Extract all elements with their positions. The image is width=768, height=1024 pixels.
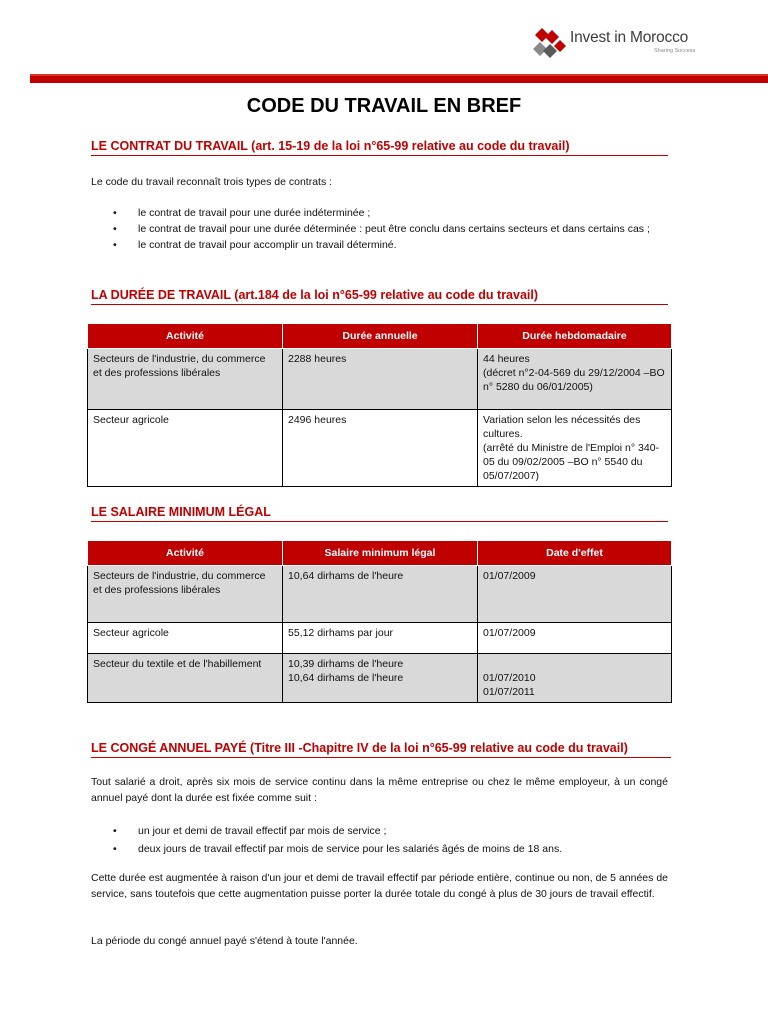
- conge-paragraph-3: La période du congé annuel payé s'étend à toute l'année.: [91, 935, 358, 947]
- conge-intro: Tout salarié a droit, après six mois de service continu dans la même entreprise ou chez le même employeur, à un congé annuel payé dont la durée est fixée comme suit :: [91, 776, 668, 804]
- logo-tagline: Sharing Success: [654, 48, 696, 54]
- list-item: • le contrat de travail pour accomplir un travail déterminé.: [113, 239, 397, 251]
- table-header-row: [88, 541, 672, 566]
- table-cell: 2288 heures: [283, 349, 478, 410]
- bullet-icon: •: [113, 207, 117, 219]
- table-row: [88, 410, 672, 487]
- invest-in-morocco-logo: [532, 24, 722, 62]
- conge-paragraph-2: Cette durée est augmentée à raison d'un jour et demi de travail effectif par période entière, continue ou non, de 5 années de service, sans toutefois que cette augmentation puisse porter la durée totale du congé à plus de 30 jours de travail effectif.: [91, 872, 668, 900]
- document-title: CODE DU TRAVAIL EN BREF: [246, 95, 522, 117]
- bullet-icon: •: [113, 843, 117, 855]
- table-row: [88, 566, 672, 623]
- table-cell: Variation selon les nécessités des cultures. (arrêté du Ministre de l'Emploi n° 340-05 du 09/02/2005 –BO n° 5540 du 05/07/2007): [478, 410, 672, 487]
- table-cell: Secteur agricole: [88, 410, 283, 487]
- section-heading-contrat: LE CONTRAT DU TRAVAIL (art. 15-19 de la loi n°65-99 relative au code du travail): [91, 139, 668, 156]
- table-cell: 55,12 dirhams par jour: [283, 623, 478, 654]
- table-row: [88, 349, 672, 410]
- column-header: Activité: [88, 541, 283, 566]
- column-header: Durée annuelle: [283, 324, 478, 349]
- salaire-table: [87, 540, 672, 703]
- section-heading-duree: LA DURÉE DE TRAVAIL (art.184 de la loi n°65-99 relative au code du travail): [91, 288, 668, 305]
- bullet-icon: •: [113, 239, 117, 251]
- bullet-icon: •: [113, 223, 117, 235]
- table-cell: Secteurs de l'industrie, du commerce et des professions libérales: [88, 566, 283, 623]
- column-header: Salaire minimum légal: [283, 541, 478, 566]
- bullet-icon: •: [113, 825, 117, 837]
- header-divider: [30, 74, 768, 83]
- contrat-intro: Le code du travail reconnaît trois types de contrats :: [91, 176, 333, 188]
- table-cell: 01/07/2010 01/07/2011: [478, 654, 672, 703]
- table-header-row: [88, 324, 672, 349]
- section-heading-salaire: LE SALAIRE MINIMUM LÉGAL: [91, 505, 668, 522]
- table-cell: Secteur agricole: [88, 623, 283, 654]
- table-cell: 2496 heures: [283, 410, 478, 487]
- list-item: • le contrat de travail pour une durée indéterminée ;: [113, 207, 371, 219]
- duree-table: [87, 323, 672, 487]
- table-cell: 01/07/2009: [478, 566, 672, 623]
- table-cell: 44 heures (décret n°2-04-569 du 29/12/2004 –BO n° 5280 du 06/01/2005): [478, 349, 672, 410]
- table-cell: Secteurs de l'industrie, du commerce et des professions libérales: [88, 349, 283, 410]
- conge-list: [91, 823, 668, 857]
- list-item: • un jour et demi de travail effectif par mois de service ;: [113, 825, 387, 837]
- column-header: Activité: [88, 324, 283, 349]
- logo-diamond-icon: [532, 26, 568, 60]
- contrat-list: [91, 205, 668, 253]
- column-header: Date d'effet: [478, 541, 672, 566]
- table-cell: 10,39 dirhams de l'heure 10,64 dirhams de l'heure: [283, 654, 478, 703]
- table-cell: Secteur du textile et de l'habillement: [88, 654, 283, 703]
- table-cell: 01/07/2009: [478, 623, 672, 654]
- table-row: [88, 654, 672, 703]
- list-item: • le contrat de travail pour une durée déterminée : peut être conclu dans certains secteurs et dans certains cas ;: [113, 223, 650, 235]
- table-row: [88, 623, 672, 654]
- table-cell: 10,64 dirhams de l'heure: [283, 566, 478, 623]
- column-header: Durée hebdomadaire: [478, 324, 672, 349]
- list-item: • deux jours de travail effectif par mois de service pour les salariés âgés de moins de 18 ans.: [113, 843, 563, 855]
- logo-text: Invest in Morocco: [570, 29, 689, 46]
- section-heading-conge: LE CONGÉ ANNUEL PAYÉ (Titre III -Chapitre IV de la loi n°65-99 relative au code du travail): [91, 741, 671, 758]
